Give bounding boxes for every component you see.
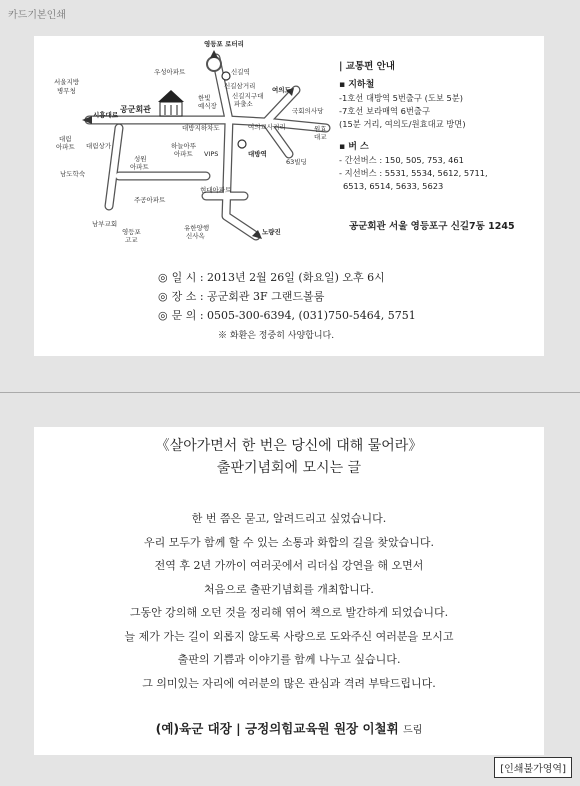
- map-label-haneul-1: 하늘아뚜: [171, 142, 197, 150]
- transport-info: [339, 60, 539, 193]
- bus-line-3: 6513, 6514, 5633, 5623: [343, 181, 444, 191]
- bus-line-1: - 간선버스 : 150, 505, 753, 461: [339, 155, 464, 165]
- map-label-daebang-station: 대방역: [248, 150, 267, 158]
- gonggun-hall-icon: [158, 90, 184, 116]
- invitation-line: 늘 제가 가는 길이 외롭지 않도록 사랑으로 도와주신 여러분을 모시고: [124, 629, 454, 643]
- map-label-ydp-high-2: 고교: [125, 236, 138, 244]
- subway-line-1: -1호선 대방역 5번출구 (도보 5분): [339, 93, 464, 103]
- signature: (예)육군 대장 | 긍정의힘교육원 원장 이철휘 드림: [155, 721, 423, 736]
- map-label-wonhyo-2: 대교: [314, 133, 327, 141]
- map-label-hospital-2: 병무청: [57, 87, 76, 95]
- invitation-line: 한 번 쯤은 묻고, 알려드리고 싶었습니다.: [191, 512, 387, 525]
- map-label-siheung: 시흥대로: [93, 111, 119, 119]
- invitation-line: 그동안 강의해 오던 것을 정리해 엮어 책으로 발간하게 되었습니다.: [129, 606, 449, 619]
- map-label-yeouido: 여의도: [272, 86, 291, 94]
- map-label-gonggun: 공군회관: [120, 105, 151, 114]
- map-label-daelim-1: 대림: [59, 135, 72, 143]
- subway-line-2: -7호선 보라매역 6번출구: [339, 106, 430, 116]
- invitation-line: 출판의 기쁨과 이야기를 함께 나누고 싶습니다.: [177, 653, 401, 666]
- map-roads: [89, 58, 326, 236]
- flower-note: ※ 화환은 정중히 사양합니다.: [218, 331, 335, 341]
- singil-station-marker: [222, 72, 230, 80]
- map-label-hyundai: 현대아파트: [200, 186, 232, 194]
- rotary-marker: [207, 57, 221, 71]
- map-label-rotary: 영등포 로터리: [204, 40, 244, 48]
- subway-heading: ▪ 지하철: [339, 80, 375, 90]
- invitation-body: [34, 507, 544, 695]
- map-label-useong: 우성아파트: [154, 68, 186, 76]
- daebang-station-marker: [238, 140, 246, 148]
- event-contact: ◎ 문 의 : 0505-300-6394, (031)750-5464, 5751: [158, 309, 416, 322]
- event-details: [158, 268, 416, 325]
- invitation-panel: [34, 427, 544, 755]
- map-panel: [34, 36, 544, 356]
- map-label-seongwon-2: 아파트: [130, 163, 149, 171]
- map-label-hanbit-2: 예식장: [198, 102, 217, 110]
- venue-address: 공군회관 서울 영등포구 신길7동 1245: [349, 221, 515, 232]
- invitation-line: 우리 모두가 함께 할 수 있는 소통과 화합의 길을 찾았습니다.: [144, 535, 434, 549]
- card-print-label: 카드기본인쇄: [8, 10, 66, 21]
- map-label-singil-samgeori: 신길삼거리: [224, 82, 256, 90]
- map-label-vips: VIPS: [204, 150, 219, 158]
- location-map: [34, 36, 334, 261]
- book-title: 《살아가면서 한 번은 당신에 대해 물어라》: [155, 438, 423, 454]
- map-label-singil-station: 신길역: [231, 68, 250, 76]
- event-place: ◎ 장 소 : 공군회관 3F 그랜드볼룸: [158, 290, 325, 303]
- map-label-daebang-tunnel: 대방지하차도: [182, 124, 220, 132]
- map-label-yeoui-samgeori: 여의교사거리: [248, 123, 286, 131]
- map-label-seongwon-1: 성원: [134, 155, 147, 163]
- map-label-daelim-mall: 대림상가: [86, 142, 112, 150]
- map-label-wonhyo-1: 원효: [314, 125, 327, 133]
- map-label-jigudae-1: 신길지구대: [232, 92, 264, 100]
- map-label-jigudae-2: 파출소: [234, 100, 253, 108]
- transport-title: | 교통편 안내: [339, 61, 395, 72]
- map-label-noryangjin: 노량진: [262, 228, 281, 236]
- signature-suffix: 드림: [403, 725, 423, 736]
- map-label-assembly: 국회의사당: [292, 107, 324, 115]
- invitation-heading: 출판기념회에 모시는 글: [216, 460, 362, 476]
- invitation-line: 처음으로 출판기념회를 개최합니다.: [204, 582, 374, 596]
- map-label-nambu-church: 남부교회: [92, 220, 118, 228]
- non-print-area-label: [인쇄불가영역]: [494, 757, 572, 778]
- fold-line: [0, 392, 580, 393]
- map-label-yuhan-2: 신사옥: [186, 232, 205, 240]
- map-label-namdo: 남도학숙: [60, 170, 86, 178]
- bus-line-2: - 지선버스 : 5531, 5534, 5612, 5711,: [339, 168, 488, 178]
- invitation-line: 전역 후 2년 가까이 여러곳에서 리더십 강연을 해 오면서: [154, 559, 424, 572]
- map-label-jugong: 주공아파트: [134, 196, 166, 204]
- event-date: ◎ 일 시 : 2013년 2월 26일 (화요일) 오후 6시: [158, 271, 385, 284]
- subway-line-3: (15분 거리, 여의도/원효대교 방면): [339, 119, 466, 129]
- invitation-line: 그 의미있는 자리에 여러분의 많은 관심과 격려 부탁드립니다.: [142, 676, 436, 690]
- map-label-haneul-2: 아파트: [174, 150, 193, 158]
- map-label-ydp-high-1: 영등포: [122, 228, 141, 236]
- map-label-hospital-1: 서울지방: [54, 78, 80, 86]
- bus-heading: ▪ 버 스: [339, 142, 369, 152]
- map-label-63: 63빌딩: [286, 158, 307, 166]
- map-label-hanbit-1: 한빛: [198, 94, 211, 102]
- map-label-daelim-2: 아파트: [56, 143, 75, 151]
- map-label-yuhan-1: 유한양행: [184, 224, 210, 232]
